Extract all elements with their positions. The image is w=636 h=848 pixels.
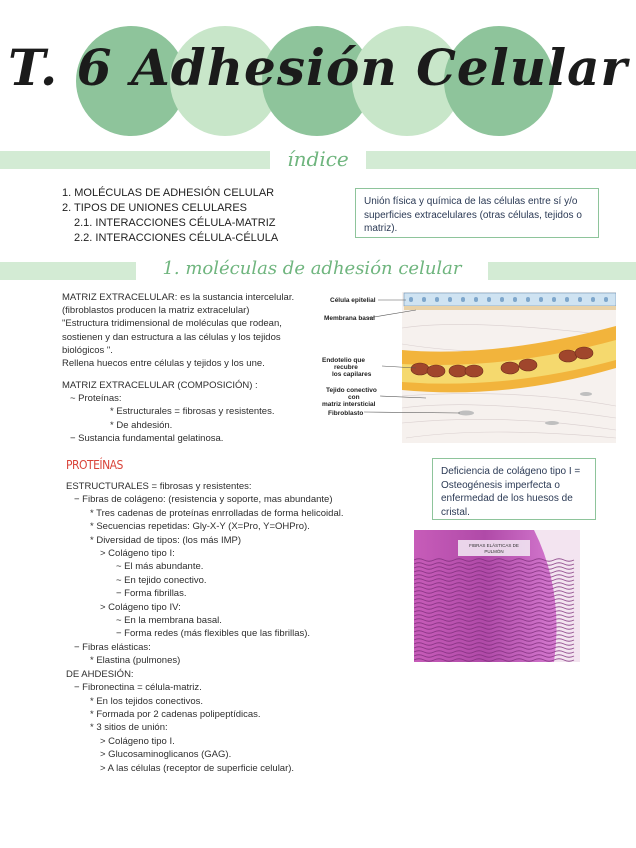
micrograph-caption: PULMÓN	[484, 549, 504, 554]
text-line: ~ Proteínas:	[70, 393, 122, 405]
text-line: − Fibronectina = célula-matriz.	[74, 682, 202, 694]
diagram-label: Fibroblasto	[328, 410, 364, 417]
proteinas-content	[66, 480, 343, 775]
diagram-label: matriz intersticial	[322, 401, 376, 408]
diagram-label: con	[348, 394, 360, 401]
text-line: − Forma fibrillas.	[116, 588, 187, 600]
collagen-deficiency-box: Deficiencia de colágeno tipo I = Osteogénesis imperfecta o enfermedad de los huesos de cristal.	[432, 458, 596, 520]
diagram-label: los capilares	[332, 371, 372, 378]
index-list	[62, 186, 278, 246]
text-line: sostienen y dan estructura a las células y los tejidos	[62, 331, 281, 343]
index-item: 2. TIPOS DE UNIONES CELULARES	[62, 202, 248, 214]
section1-heading: 1. moléculas de adhesión celular	[136, 255, 488, 283]
text-line: "Estructura tridimensional de moléculas que rodean,	[62, 318, 282, 330]
index-item: 2.2. INTERACCIONES CÉLULA-CÉLULA	[74, 232, 279, 244]
text-line: * En los tejidos conectivos.	[90, 695, 204, 707]
text-line: > Colágeno tipo I.	[100, 735, 175, 747]
diagram-label: recubre	[334, 364, 358, 371]
epithelial-cells	[404, 293, 616, 306]
text-line: ~ El más abundante.	[116, 561, 204, 573]
text-line: ~ En la membrana basal.	[116, 615, 222, 627]
text-line: * Tres cadenas de proteínas enrrolladas de forma helicoidal.	[90, 507, 344, 519]
text-line: > Colágeno tipo IV:	[100, 601, 181, 613]
index-item: 1. MOLÉCULAS DE ADHESIÓN CELULAR	[62, 187, 275, 199]
diagram-label: Célula epitelial	[330, 297, 376, 304]
diagram-label: Tejido conectivo	[326, 387, 377, 394]
text-line: * Elastina (pulmones)	[90, 655, 181, 667]
text-line: * Diversidad de tipos: (los más IMP)	[90, 534, 241, 546]
diagram-label: Endotelio que	[322, 357, 365, 364]
text-line: − Fibras de colágeno: (resistencia y soporte, mas abundante)	[74, 494, 333, 506]
text-line: > Glucosaminoglicanos (GAG).	[100, 749, 232, 761]
text-line: * Estructurales = fibrosas y resistentes.	[110, 406, 275, 418]
text-line: DE AHDESIÓN:	[66, 668, 134, 680]
text-line: − Sustancia fundamental gelatinosa.	[70, 432, 224, 444]
extracellular-matrix-diagram	[316, 288, 616, 443]
matrix-intro	[62, 291, 294, 370]
text-line: (fibroblastos producen la matriz extracelular)	[62, 305, 250, 317]
text-line: * 3 sitios de unión:	[90, 722, 168, 734]
text-line: * Secuencias repetidas: Gly-X-Y (X=Pro, Y=OHPro).	[90, 521, 310, 533]
index-heading: índice	[270, 146, 366, 172]
text-line: * Formada por 2 cadenas polipeptídicas.	[90, 708, 261, 720]
text-line: − Forma redes (más flexibles que las fibrillas).	[116, 628, 311, 640]
text-line: MATRIZ EXTRACELULAR: es la sustancia intercelular.	[62, 292, 295, 303]
text-line: − Fibras elásticas:	[74, 641, 151, 653]
text-line: ESTRUCTURALES = fibrosas y resistentes:	[66, 481, 252, 492]
text-line: MATRIZ EXTRACELULAR (COMPOSICIÓN) :	[62, 380, 258, 391]
text-line: biológicos ".	[62, 344, 113, 356]
text-line: > A las células (receptor de superficie celular).	[100, 762, 295, 774]
text-line: * De ahdesión.	[110, 419, 173, 431]
micrograph-caption: FIBRAS ELÁSTICAS DE	[469, 543, 519, 548]
definition-box: Unión física y química de las células entre sí y/o superficies extracelulares (otras células, tejidos o matriz).	[355, 188, 599, 238]
text-line: ~ En tejido conectivo.	[116, 574, 207, 586]
text-line: > Colágeno tipo I:	[100, 548, 175, 560]
proteinas-heading: PROTEÍNAS	[66, 458, 123, 472]
page-title: T. 6 Adhesión Celular	[8, 38, 628, 97]
elastic-fibers-micrograph	[414, 530, 580, 662]
diagram-label: Membrana basal	[324, 315, 375, 322]
text-line: Rellena huecos entre células y tejidos y los une.	[62, 358, 265, 370]
index-item: 2.1. INTERACCIONES CÉLULA-MATRIZ	[74, 217, 276, 229]
matrix-composition	[62, 379, 274, 445]
